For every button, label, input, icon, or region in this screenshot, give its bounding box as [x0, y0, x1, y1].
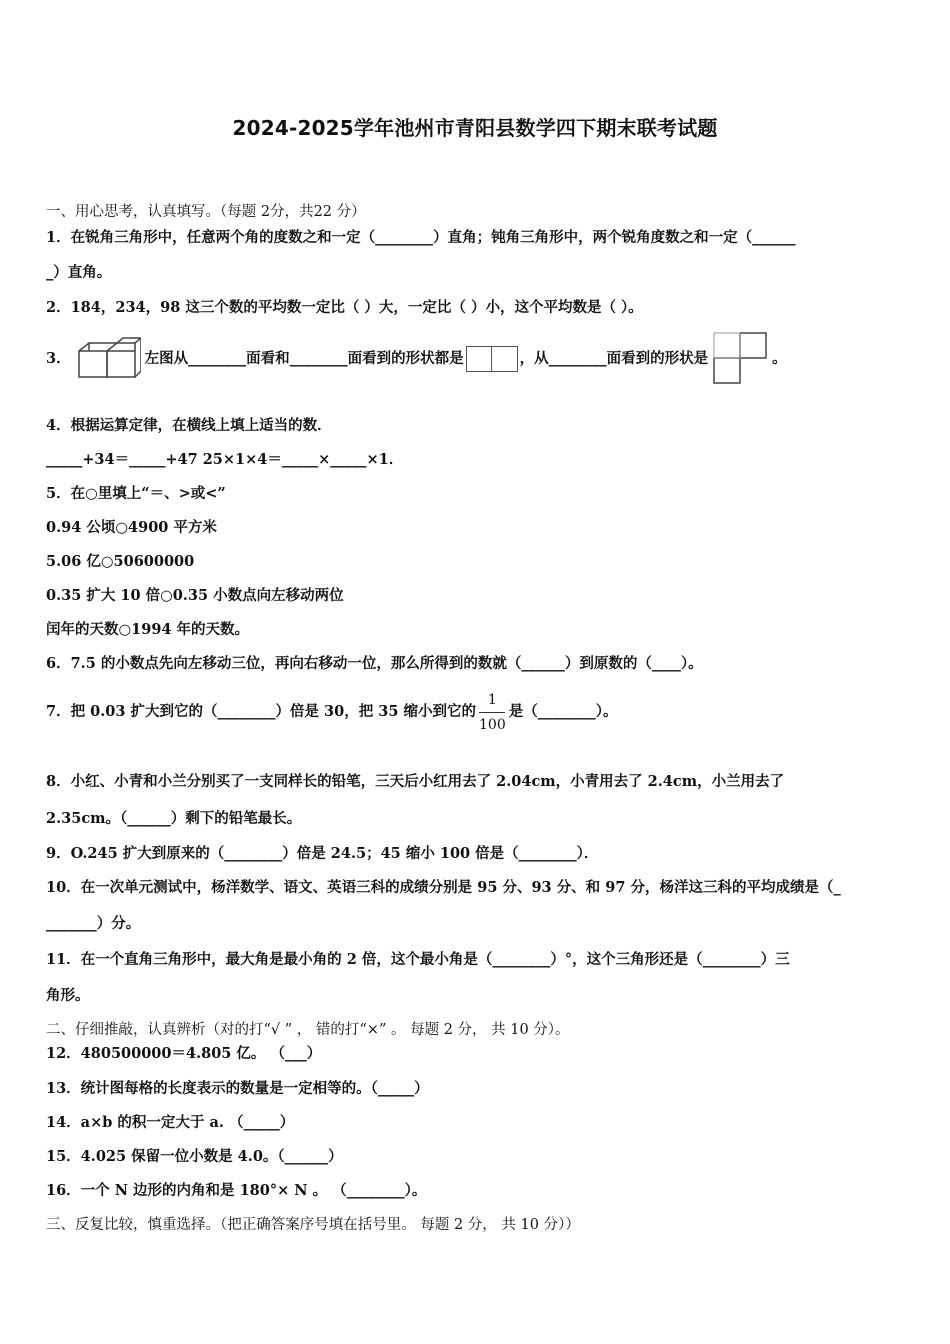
question-4-blanks: _____+34＝_____+47 25×1×4＝_____×_____×1． — [46, 451, 404, 468]
question-7-text-b: 是（________）。 — [508, 703, 618, 720]
question-9: 9．O.245 扩大到原来的（________）倍是 24.5；45 缩小 100 倍是（________）． — [46, 845, 599, 862]
question-5-item-2: 5.06 亿○50600000 — [46, 553, 195, 570]
question-3-number: 3． — [46, 350, 71, 367]
question-3 — [46, 333, 787, 385]
section-heading-1: 一、用心思考，认真填写。（每题 2分，共22 分） — [46, 204, 366, 220]
question-11-line-1: 11．在一个直角三角形中，最大角是最小角的 2 倍，这个最小角是（________）°，这个三角形还是（________）三 — [46, 951, 790, 968]
question-5-item-1: 0.94 公顷○4900 平方米 — [46, 519, 217, 536]
question-13: 13．统计图每格的长度表示的数量是一定相等的。（_____） — [46, 1080, 429, 1097]
fraction-one-hundredth — [479, 690, 506, 735]
question-1-line-2: _）直角。 — [46, 264, 112, 281]
question-10-line-2: _______）分。 — [46, 915, 141, 932]
question-3-text-1: 左图从________面看和________面看到的形状都是 — [144, 350, 464, 367]
question-3-text-3: 。 — [772, 350, 787, 367]
question-5-item-3: 0.35 扩大 10 倍○0.35 小数点向左移动两位 — [46, 587, 344, 604]
question-8-line-2: 2.35cm。（______）剩下的铅笔最长。 — [46, 810, 302, 827]
section-heading-2: 二、仔细推敲，认真辨析（对的打“√ ” ， 错的打“×” 。 每题 2 分， 共 10 分）。 — [46, 1022, 570, 1038]
question-7 — [46, 690, 617, 734]
question-6: 6．7.5 的小数点先向左移动三位，再向右移动一位，那么所得到的数就（______）到原数的（____）。 — [46, 655, 703, 672]
question-2: 2．184，234，98 这三个数的平均数一定比（ ）大，一定比（ ）小，这个平均数是（ ）。 — [46, 299, 643, 316]
question-5-item-4: 闰年的天数○1994 年的天数。 — [46, 621, 250, 638]
question-12: 12．480500000＝4.805 亿。 （___） — [46, 1045, 322, 1062]
section-heading-3: 三、反复比较，慎重选择。（把正确答案序号填在括号里。 每题 2 分， 共 10 分）） — [46, 1217, 580, 1233]
two-squares-figure — [466, 346, 518, 372]
question-14: 14．a×b 的积一定大于 a. （_____） — [46, 1114, 295, 1131]
page-title: 2024-2025学年池州市青阳县数学四下期末联考试题 — [232, 116, 718, 140]
question-3-text-2: ，从________面看到的形状是 — [519, 350, 709, 367]
question-11-line-2: 角形。 — [46, 987, 90, 1004]
question-5: 5．在○里填上“＝、>或<” — [46, 485, 226, 502]
question-15: 15．4.025 保留一位小数是 4.0。（______） — [46, 1148, 343, 1165]
question-10-line-1: 10．在一次单元测试中，杨洋数学、语文、英语三科的成绩分别是 95 分、93 分、和 97 分，杨洋这三科的平均成绩是（_ — [46, 879, 841, 896]
l-shape-figure — [712, 332, 768, 386]
question-16: 16．一个 N 边形的内角和是 180°× N 。 （________）。 — [46, 1182, 427, 1199]
cube-figure — [75, 337, 141, 381]
question-7-text-a: 7．把 0.03 扩大到它的（________）倍是 30，把 35 缩小到它的 — [46, 703, 476, 720]
question-8-line-1: 8．小红、小青和小兰分别买了一支同样长的铅笔，三天后小红用去了 2.04cm，小青用去了 2.4cm，小兰用去了 — [46, 773, 785, 790]
fraction-denominator: 100 — [479, 716, 506, 733]
question-1-line-1: 1．在锐角三角形中，任意两个角的度数之和一定（________）直角；钝角三角形中，两个锐角度数之和一定（______ — [46, 229, 796, 246]
fraction-numerator: 1 — [487, 691, 497, 708]
question-4: 4．根据运算定律，在横线上填上适当的数． — [46, 417, 332, 434]
